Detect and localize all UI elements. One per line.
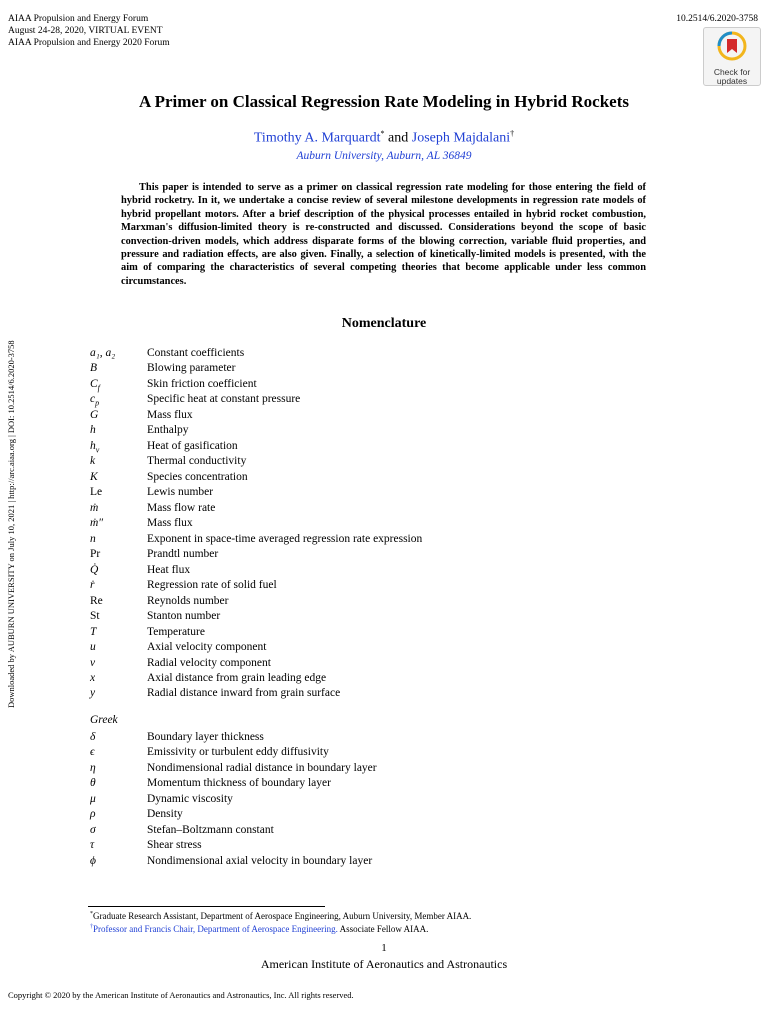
greek-definition: Boundary layer thickness bbox=[147, 731, 264, 743]
nomenclature-symbol: $h_v$ bbox=[90, 440, 100, 455]
greek-row bbox=[90, 838, 202, 853]
greek-row bbox=[90, 823, 274, 838]
greek-symbol: ϵ bbox=[90, 746, 95, 758]
nomenclature-definition: Exponent in space-time averaged regression rate expression bbox=[147, 533, 423, 545]
nomenclature-heading: Nomenclature bbox=[341, 316, 427, 331]
nomenclature-symbol: n bbox=[90, 533, 96, 545]
greek-symbol: μ bbox=[90, 793, 96, 805]
greek-definition: Emissivity or turbulent eddy diffusivity bbox=[147, 746, 329, 758]
greek-symbol: τ bbox=[90, 839, 95, 851]
affiliation: Auburn University, Auburn, AL 36849 bbox=[296, 150, 472, 162]
footnote-2 bbox=[90, 921, 428, 935]
author-conjunction: and bbox=[384, 130, 412, 146]
nomenclature-symbol: y bbox=[90, 687, 96, 699]
nomenclature-row bbox=[90, 516, 193, 531]
author-marquardt[interactable]: Timothy A. Marquardt bbox=[253, 130, 381, 146]
nomenclature-row bbox=[90, 532, 422, 547]
nomenclature-symbol: G bbox=[90, 409, 99, 421]
nomenclature-row bbox=[90, 609, 220, 624]
doi-label[interactable]: 10.2514/6.2020-3758 bbox=[676, 14, 758, 24]
footnote-2-mark: † bbox=[90, 924, 93, 930]
organization-footer: American Institute of Aeronautics and Astronautics bbox=[260, 957, 508, 971]
badge-line1: Check for bbox=[713, 67, 751, 77]
nomenclature-definition: Blowing parameter bbox=[147, 362, 236, 374]
greek-definition: Stefan–Boltzmann constant bbox=[147, 824, 274, 836]
nomenclature-definition: Skin friction coefficient bbox=[147, 378, 257, 390]
nomenclature-row bbox=[90, 454, 246, 469]
greek-definition: Dynamic viscosity bbox=[147, 793, 233, 805]
greek-symbol: δ bbox=[90, 731, 96, 743]
nomenclature-symbol: B bbox=[90, 362, 98, 374]
greek-row bbox=[90, 792, 233, 807]
author-line bbox=[0, 129, 768, 147]
greek-definition: Nondimensional axial velocity in boundary layer bbox=[147, 855, 373, 867]
nomenclature-row bbox=[90, 485, 213, 500]
nomenclature-definition: Heat of gasification bbox=[147, 440, 238, 452]
greek-symbol: ρ bbox=[90, 808, 96, 820]
nomenclature-row bbox=[90, 578, 277, 593]
nomenclature-row bbox=[90, 361, 235, 376]
greek-row bbox=[90, 854, 372, 869]
nomenclature-definition: Mass flux bbox=[147, 517, 193, 529]
greek-definition: Shear stress bbox=[147, 839, 202, 851]
nomenclature-row bbox=[90, 671, 326, 686]
greek-row bbox=[90, 776, 331, 791]
greek-symbol: σ bbox=[90, 824, 96, 836]
page-number: 1 bbox=[381, 942, 387, 954]
nomenclature-symbol: u bbox=[90, 641, 96, 653]
nomenclature-symbol: $C_f$ bbox=[90, 378, 100, 393]
nomenclature-symbol: h bbox=[90, 424, 96, 436]
nomenclature-definition: Mass flow rate bbox=[147, 502, 216, 514]
check-for-updates-badge[interactable] bbox=[703, 27, 761, 86]
nomenclature-row bbox=[90, 656, 271, 671]
nomenclature-row bbox=[90, 423, 189, 438]
nomenclature-symbol: v bbox=[90, 657, 96, 669]
abstract: This paper is intended to serve as a primer on classical regression rate modeling for those entering the field of hybrid rocketry. In it, we undertake a concise review of several milestone developments in regression rate models of hybrid propellant motors. After a brief description of the physical processes entailed in hybrid rocket combustion, Marxman's diffusion-limited theory is re-constructed and discussed. Considerations beyond the scope of basic convection-driven models, which address disparate forms of the blowing correction, variable fluid properties, and pressure and radiation effects, are also given. Finally, a selection of kinetically-limited models is presented, with the aim of comparing the characteristics of several competing theories that become applicable under less common circumstances. bbox=[121, 182, 646, 287]
author1-mark: * bbox=[380, 129, 385, 138]
nomenclature-symbol: Pr bbox=[90, 548, 101, 560]
nomenclature-definition: Thermal conductivity bbox=[147, 455, 247, 467]
conference-dates: August 24-28, 2020, VIRTUAL EVENT bbox=[8, 26, 163, 36]
nomenclature-definition: Constant coefficients bbox=[147, 347, 245, 359]
nomenclature-definition: Heat flux bbox=[147, 564, 191, 576]
nomenclature-definition: Mass flux bbox=[147, 409, 193, 421]
nomenclature-symbol: Le bbox=[90, 486, 103, 498]
conference-series: AIAA Propulsion and Energy 2020 Forum bbox=[8, 38, 170, 48]
author2-mark: † bbox=[510, 129, 515, 138]
nomenclature-definition: Temperature bbox=[147, 626, 205, 638]
nomenclature-symbol: T bbox=[90, 626, 97, 638]
nomenclature-symbol: x bbox=[90, 672, 96, 684]
footnote-2-link[interactable]: Professor and Francis Chair, Department of Aerospace Engineering. bbox=[93, 924, 338, 934]
nomenclature-symbol: a₁, a₂ bbox=[90, 347, 116, 359]
greek-row bbox=[90, 807, 183, 822]
nomenclature-symbol: Q̇ bbox=[90, 564, 99, 576]
footnote-1-mark: * bbox=[90, 911, 93, 917]
nomenclature-definition: Lewis number bbox=[147, 486, 214, 498]
greek-definition: Nondimensional radial distance in boundary layer bbox=[147, 762, 377, 774]
nomenclature-row bbox=[90, 547, 218, 562]
nomenclature-symbol: ṁ bbox=[90, 502, 99, 514]
nomenclature-definition: Axial distance from grain leading edge bbox=[147, 672, 327, 684]
nomenclature-row bbox=[90, 594, 228, 609]
nomenclature-symbol: K bbox=[90, 471, 98, 483]
nomenclature-symbol: $c_p$ bbox=[90, 393, 100, 408]
footnote-2-text: Associate Fellow AIAA. bbox=[337, 924, 429, 934]
nomenclature-row bbox=[90, 640, 266, 655]
nomenclature-symbol: Re bbox=[90, 595, 103, 607]
greek-symbol: η bbox=[90, 762, 96, 774]
nomenclature-symbol: ṙ bbox=[90, 579, 95, 591]
nomenclature-definition: Radial distance inward from grain surface bbox=[147, 687, 341, 699]
nomenclature-definition: Specific heat at constant pressure bbox=[147, 393, 301, 405]
nomenclature-definition: Reynolds number bbox=[147, 595, 229, 607]
badge-line2: updates bbox=[716, 76, 748, 86]
footnote-1 bbox=[90, 908, 471, 922]
nomenclature-row bbox=[90, 392, 300, 407]
nomenclature-definition: Species concentration bbox=[147, 471, 248, 483]
copyright-notice: Copyright © 2020 by the American Institute of Aeronautics and Astronautics, Inc. All rights reserved. bbox=[8, 990, 354, 1000]
nomenclature-row bbox=[90, 346, 244, 361]
bookmark-icon bbox=[717, 31, 747, 61]
nomenclature-row bbox=[90, 439, 238, 454]
conference-info bbox=[8, 13, 170, 49]
nomenclature-row bbox=[90, 563, 190, 578]
nomenclature-row bbox=[90, 625, 205, 640]
paper-title: A Primer on Classical Regression Rate Modeling in Hybrid Rockets bbox=[139, 92, 629, 111]
nomenclature-row bbox=[90, 377, 257, 392]
nomenclature-symbol: ṁ″ bbox=[90, 517, 104, 529]
greek-definition: Momentum thickness of boundary layer bbox=[147, 777, 331, 789]
author-majdalani[interactable]: Joseph Majdalani bbox=[411, 130, 511, 146]
nomenclature-symbol: St bbox=[90, 610, 100, 622]
nomenclature-definition: Axial velocity component bbox=[147, 641, 267, 653]
nomenclature-row bbox=[90, 501, 215, 516]
nomenclature-definition: Radial velocity component bbox=[147, 657, 271, 669]
conference-name: AIAA Propulsion and Energy Forum bbox=[8, 14, 149, 24]
nomenclature-definition: Regression rate of solid fuel bbox=[147, 579, 277, 591]
nomenclature-symbol: k bbox=[90, 455, 96, 467]
greek-row bbox=[90, 745, 329, 760]
nomenclature-definition: Prandtl number bbox=[147, 548, 219, 560]
footnote-1-text: Graduate Research Assistant, Department of Aerospace Engineering, Auburn University, Member AIAA. bbox=[93, 911, 472, 921]
greek-symbol: θ bbox=[90, 777, 96, 789]
nomenclature-definition: Stanton number bbox=[147, 610, 221, 622]
footnote-rule bbox=[88, 906, 325, 907]
download-sidebar: Downloaded by AUBURN UNIVERSITY on July 10, 2021 | http://arc.aiaa.org | DOI: 10.2514/6.2020-3758 bbox=[6, 340, 16, 708]
greek-row bbox=[90, 761, 377, 776]
nomenclature-row bbox=[90, 408, 193, 423]
greek-subheading: Greek bbox=[90, 714, 118, 726]
greek-row bbox=[90, 730, 264, 745]
greek-symbol: ϕ bbox=[90, 855, 96, 867]
nomenclature-definition: Enthalpy bbox=[147, 424, 189, 436]
nomenclature-row bbox=[90, 470, 248, 485]
greek-definition: Density bbox=[147, 808, 183, 820]
nomenclature-row bbox=[90, 686, 340, 701]
